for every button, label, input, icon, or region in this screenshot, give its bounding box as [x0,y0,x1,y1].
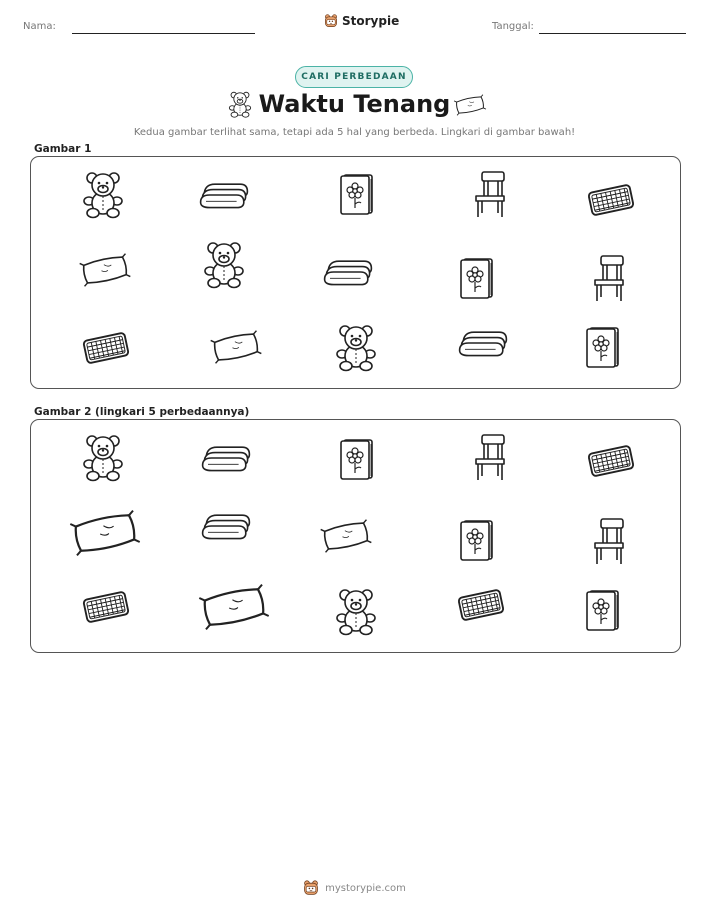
waffle-mat-icon [584,181,638,219]
pillow-icon[interactable] [319,518,373,554]
picture-2-panel[interactable] [30,419,681,653]
date-field[interactable] [539,33,686,34]
footer [0,880,709,896]
teddy-bear-icon [199,239,249,289]
date-label: Tanggal: [492,21,534,32]
title-text: Waktu Tenang [258,90,451,118]
panel-2-label: Gambar 2 (lingkari 5 perbedaannya) [34,406,250,418]
large-pillow-icon[interactable] [197,582,271,632]
teddy-bear-icon [331,322,381,372]
blanket-icon [456,325,510,361]
teddy-bear-icon[interactable] [331,586,381,636]
large-pillow-icon[interactable] [68,508,142,558]
book-icon[interactable] [336,437,376,481]
teddy-bear-icon [226,90,254,118]
instructions: Kedua gambar terlihat sama, tetapi ada 5 hal yang berbeda. Lingkari di gambar bawah! [133,127,576,138]
chair-icon [468,169,508,219]
chair-icon[interactable] [587,516,627,566]
book-icon [336,172,376,216]
teddy-bear-icon [78,169,128,219]
chair-icon[interactable] [468,432,508,482]
book-icon [582,325,622,369]
pillow-icon [209,329,263,365]
waffle-mat-icon[interactable] [584,442,638,480]
name-field[interactable] [72,33,255,34]
pillow-icon [453,93,487,117]
panel-1-label: Gambar 1 [34,143,92,155]
blanket-icon[interactable] [199,508,253,544]
chair-icon [587,253,627,303]
waffle-mat-icon [79,329,133,367]
blanket-icon[interactable] [199,440,253,476]
picture-1-panel [30,156,681,389]
book-icon [456,256,496,300]
brand-name: Storypie [342,14,400,28]
worksheet-title [0,90,709,118]
footer-site: mystorypie.com [325,882,406,894]
blanket-icon [321,254,375,290]
teddy-bear-icon[interactable] [78,432,128,482]
book-icon[interactable] [456,518,496,562]
waffle-mat-icon[interactable] [454,586,508,624]
storypie-icon [324,14,338,28]
pillow-icon [78,252,132,288]
storypie-icon [303,880,319,896]
activity-badge: CARI PERBEDAAN [295,66,413,88]
book-icon[interactable] [582,588,622,632]
name-label: Nama: [23,21,56,32]
brand-logo [324,14,399,28]
waffle-mat-icon[interactable] [79,588,133,626]
blanket-icon [197,177,251,213]
